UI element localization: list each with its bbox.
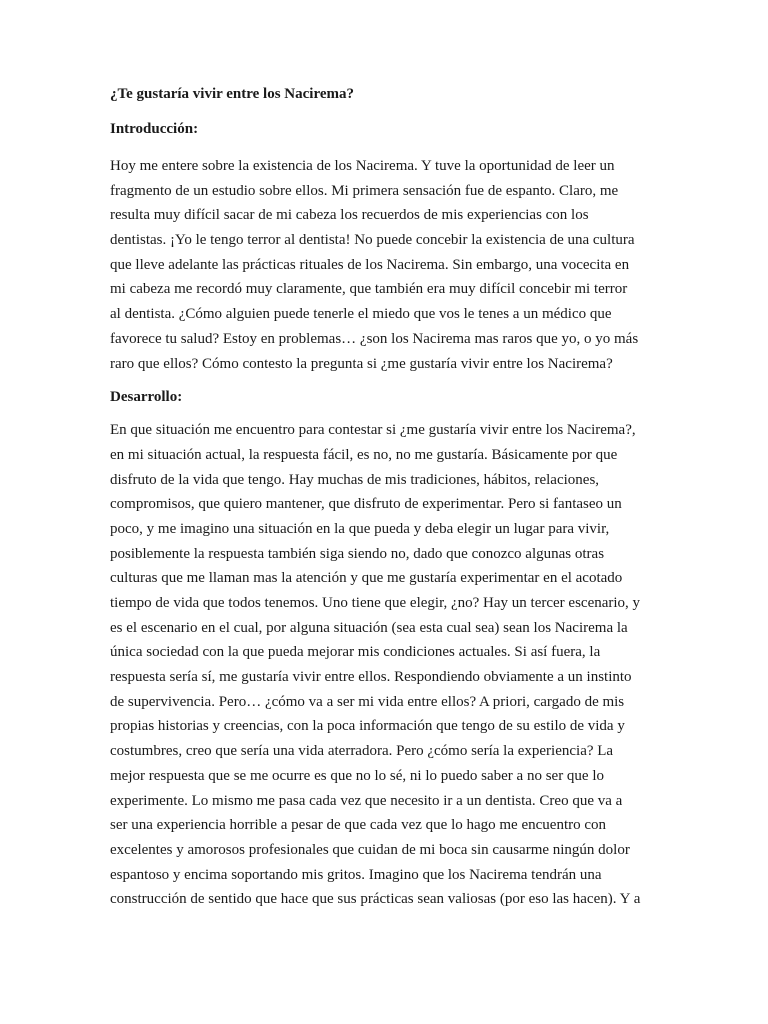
- paragraph-line: es el escenario en el cual, por alguna situación (sea esta cual sea) sean los Nacirema la: [110, 619, 628, 636]
- paragraph-line: espantoso y encima soportando mis gritos. Imagino que los Nacirema tendrán una: [110, 866, 602, 883]
- paragraph-line: costumbres, creo que sería una vida aterradora. Pero ¿cómo sería la experiencia? La: [110, 743, 614, 760]
- paragraph-line: al dentista. ¿Cómo alguien puede tenerle el miedo que vos le tenes a un médico que: [110, 306, 612, 323]
- paragraph-line: culturas que me llaman mas la atención y que me gustaría experimentar en el acotado: [110, 570, 623, 587]
- paragraph-line: Hoy me entere sobre la existencia de los Nacirema. Y tuve la oportunidad de leer un: [110, 158, 615, 174]
- paragraph-line: única sociedad con la que pueda mejorar mis condiciones actuales. Si así fuera, la: [110, 644, 601, 661]
- paragraph-line: construcción de sentido que hace que sus prácticas sean valiosas (por eso las hacen). Y a: [110, 891, 641, 908]
- paragraph-line: dentistas. ¡Yo le tengo terror al dentista! No puede concebir la existencia de una cultura: [110, 232, 635, 249]
- paragraph-line: raro que ellos? Cómo contesto la pregunta si ¿me gustaría vivir entre los Nacirema?: [110, 355, 613, 372]
- paragraph-line: favorece tu salud? Estoy en problemas… ¿son los Nacirema mas raros que yo, o yo más: [110, 330, 639, 347]
- paragraph-line: disfruto de la vida que tengo. Hay muchas de mis tradiciones, hábitos, relaciones,: [110, 471, 600, 488]
- intro-paragraph: [110, 154, 670, 376]
- paragraph-line: respuesta sería sí, me gustaría vivir entre ellos. Respondiendo obviamente a un instinto: [110, 669, 632, 686]
- development-paragraph: [110, 418, 670, 912]
- paragraph-line: propias historias y creencias, con la poca información que tengo de su estilo de vida y: [110, 718, 625, 735]
- paragraph-line: experimente. Lo mismo me pasa cada vez que necesito ir a un dentista. Creo que va a: [110, 792, 623, 809]
- paragraph-line: resulta muy difícil sacar de mi cabeza los recuerdos de mis experiencias con los: [110, 207, 589, 224]
- paragraph-line: que lleve adelante las prácticas rituales de los Nacirema. Sin embargo, una vocecita en: [110, 256, 630, 273]
- paragraph-line: mejor respuesta que se me ocurre es que no lo sé, ni lo puedo saber a no ser que lo: [110, 767, 605, 784]
- development-heading: Desarrollo:: [110, 389, 183, 406]
- document-title: ¿Te gustaría vivir entre los Nacirema?: [110, 86, 354, 102]
- paragraph-line: ser una experiencia horrible a pesar de que cada vez que lo hago me encuentro con: [110, 817, 607, 834]
- paragraph-line: poco, y me imagino una situación en la que pueda y deba elegir un lugar para vivir,: [110, 520, 610, 537]
- paragraph-line: mi cabeza me recordó muy claramente, que también era muy difícil concebir mi terror: [110, 281, 628, 298]
- paragraph-line: compromisos, que quiero mantener, que disfruto de experimentar. Pero si fantaseo un: [110, 496, 622, 513]
- paragraph-line: En que situación me encuentro para contestar si ¿me gustaría vivir entre los Nacirema?,: [110, 422, 636, 439]
- paragraph-line: posiblemente la respuesta también siga siendo no, dado que conozco algunas otras: [110, 545, 605, 562]
- document-body: [110, 84, 670, 912]
- paragraph-line: tiempo de vida que todos tenemos. Uno tiene que elegir, ¿no? Hay un tercer escenario, y: [110, 595, 641, 611]
- intro-heading: Introducción:: [110, 121, 199, 137]
- paragraph-line: excelentes y amorosos profesionales que cuidan de mi boca sin causarme ningún dolor: [110, 841, 630, 858]
- paragraph-line: de supervivencia. Pero… ¿cómo va a ser mi vida entre ellos? A priori, cargado de mis: [110, 693, 625, 710]
- paragraph-line: fragmento de un estudio sobre ellos. Mi primera sensación fue de espanto. Claro, me: [110, 182, 619, 199]
- paragraph-line: en mi situación actual, la respuesta fácil, es no, no me gustaría. Básicamente por que: [110, 446, 618, 463]
